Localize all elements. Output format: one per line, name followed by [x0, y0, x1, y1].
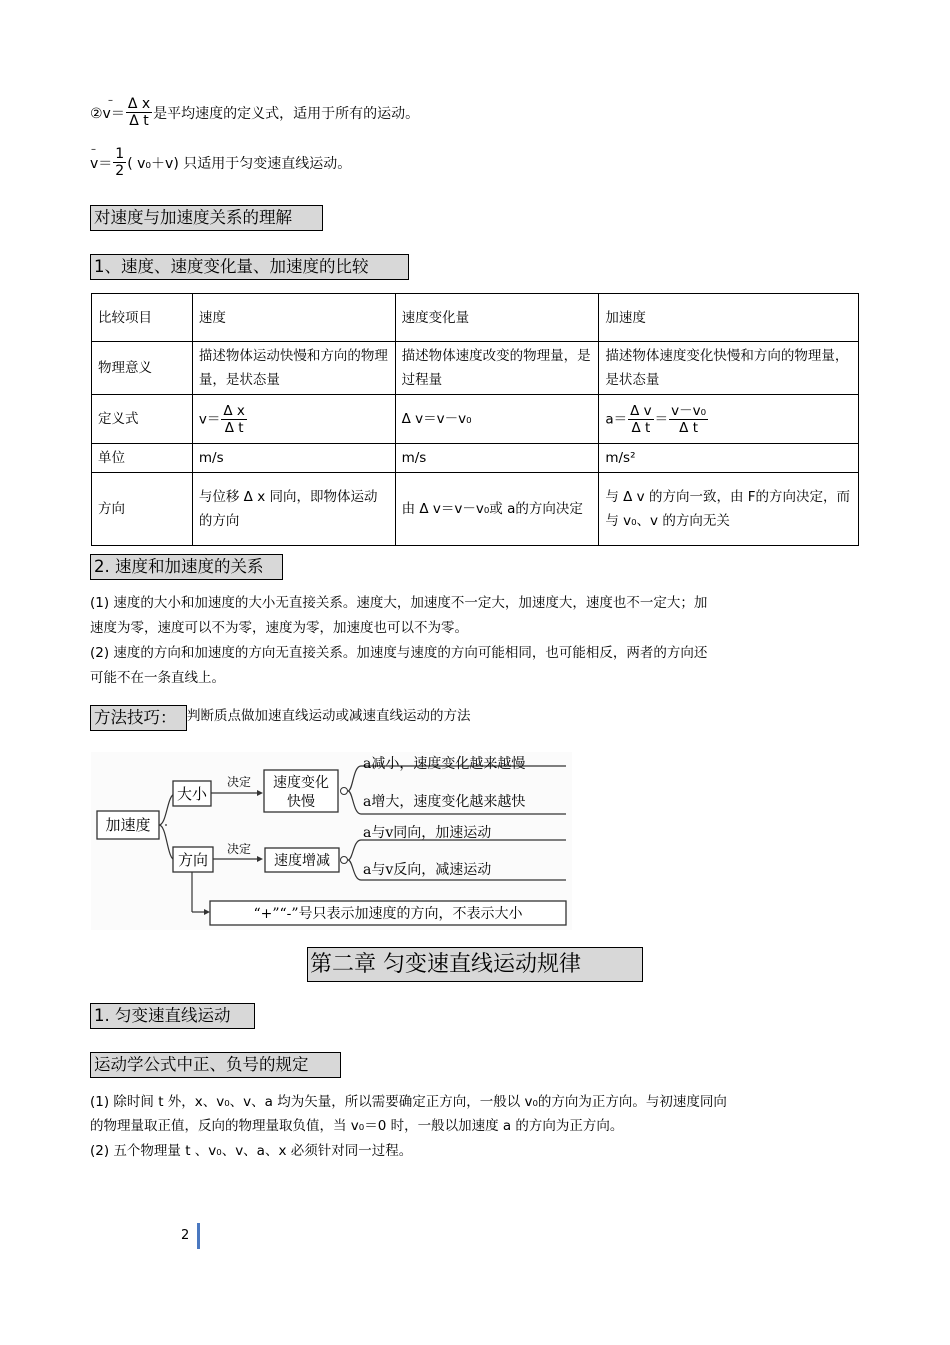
table-row [92, 342, 859, 395]
acceleration-concept-diagram [91, 752, 572, 930]
heading-uniform-acceleration: 1. 匀变速直线运动 [90, 1003, 255, 1029]
table-cell: m/s² [599, 444, 859, 473]
fraction-denominator: Δ t [224, 419, 244, 436]
opposite-direction-text: a与v反向，减速运动 [363, 862, 492, 878]
formula-1-prefix: ②v＝ [90, 105, 125, 122]
relation-line-2: 速度为零，速度可以不为零，速度为零，加速度也可以不为零。 [90, 620, 468, 636]
root-label: 加速度 [105, 816, 151, 834]
speed-change-line2: 快慢 [287, 794, 315, 810]
page-number: 2 [181, 1228, 190, 1243]
table-cell: Δ v＝v－v₀ [395, 395, 599, 444]
size-label: 大小 [176, 785, 208, 803]
sign-line-1: (1) 除时间 t 外，x、v₀、v、a 均为矢量，所以需要确定正方向，一般以 v₀的方向为正方向。与初速度同向 [90, 1094, 727, 1110]
table-row [92, 395, 859, 444]
equals-sign: ＝ [654, 411, 669, 427]
table-header-cell: 加速度 [599, 294, 859, 342]
table-cell: 与位移 Δ x 同向，即物体运动的方向 [192, 473, 395, 546]
formula-line-1 [90, 96, 419, 129]
speed-change-line1: 速度变化 [273, 775, 329, 791]
page-number-bar [197, 1223, 200, 1249]
a-increase-text: a增大，速度变化越来越快 [363, 794, 526, 810]
table-cell: 由 Δ v＝v－v₀或 a的方向决定 [395, 473, 599, 546]
fraction-numerator: 1 [115, 146, 125, 162]
formula-1-suffix: 是平均速度的定义式，适用于所有的运动。 [153, 105, 420, 122]
table-header-cell: 速度变化量 [395, 294, 599, 342]
heading-sign-conventions: 运动学公式中正、负号的规定 [90, 1052, 341, 1078]
fraction-numerator: Δ x [223, 402, 245, 419]
connector-dot [341, 857, 348, 864]
formula-line-2 [90, 146, 351, 179]
table-header-cell: 比较项目 [92, 294, 193, 342]
same-direction-text: a与v同向，加速运动 [363, 825, 492, 841]
formula-2-prefix: v＝ [90, 155, 113, 172]
relation-line-3: (2) 速度的方向和加速度的方向无直接关系。加速度与速度的方向可能相同，也可能相反，两者的方向还 [90, 645, 708, 661]
velocity-def-prefix: v＝ [198, 411, 221, 427]
table-cell [192, 395, 395, 444]
overbar-mark: – [91, 144, 96, 155]
connector-dot [341, 788, 348, 795]
table-header-cell: 速度 [192, 294, 395, 342]
decide-label-1: 决定 [226, 775, 252, 789]
method-description: 判断质点做加速直线运动或减速直线运动的方法 [187, 708, 471, 724]
heading-relationship: 2. 速度和加速度的关系 [90, 554, 283, 580]
fraction-v-v0-dt [669, 403, 708, 436]
heading-comparison: 1、速度、速度变化量、加速度的比较 [90, 254, 409, 280]
overbar-mark: – [108, 95, 113, 106]
fraction-dv-dt [628, 403, 654, 436]
fraction-denominator: Δ t [679, 419, 698, 436]
decide-label-2: 决定 [226, 842, 252, 856]
table-cell: 与 Δ v 的方向一致，由 F的方向决定，而与 v₀、v 的方向无关 [599, 473, 859, 546]
table-cell: 描述物体速度改变的物理量，是过程量 [395, 342, 599, 395]
table-row-label: 定义式 [92, 395, 193, 444]
relation-line-4: 可能不在一条直线上。 [90, 670, 225, 686]
table-row [92, 473, 859, 546]
chapter-title: 第二章 匀变速直线运动规律 [307, 947, 643, 982]
formula-2-suffix: ( v₀＋v) 只适用于匀变速直线运动。 [127, 155, 352, 172]
a-decrease-text: a减小，速度变化越来越慢 [363, 756, 526, 772]
fraction-numerator: Δ x [127, 96, 151, 112]
fraction-numerator: Δ v [630, 402, 652, 419]
table-cell: m/s [395, 444, 599, 473]
fraction-denominator: Δ t [129, 113, 149, 129]
fraction-denominator: Δ t [631, 419, 651, 436]
heading-method-tips: 方法技巧： [90, 705, 187, 731]
sign-line-2: 的物理量取正值，反向的物理量取负值，当 v₀＝0 时，一般以加速度 a 的方向为正方向。 [90, 1118, 624, 1134]
speed-increase-label: 速度增减 [274, 853, 330, 869]
table-row [92, 444, 859, 473]
comparison-table [91, 293, 859, 546]
table-cell: 描述物体速度变化快慢和方向的物理量，是状态量 [599, 342, 859, 395]
table-cell: m/s [192, 444, 395, 473]
sign-line-3: (2) 五个物理量 t 、v₀、v、a、x 必须针对同一过程。 [90, 1143, 413, 1159]
table-header-row [92, 294, 859, 342]
fraction-denominator: 2 [115, 163, 125, 179]
heading-velocity-acceleration: 对速度与加速度关系的理解 [90, 205, 323, 231]
fraction-one-half [113, 146, 126, 179]
table-row-label: 方向 [92, 473, 193, 546]
table-cell [599, 395, 859, 444]
sign-note-text: “+”“-”号只表示加速度的方向，不表示大小 [253, 906, 523, 922]
accel-def-prefix: a＝ [605, 411, 628, 427]
table-row-label: 物理意义 [92, 342, 193, 395]
fraction-numerator: v－v₀ [671, 402, 707, 419]
relation-line-1: (1) 速度的大小和加速度的大小无直接关系。速度大，加速度不一定大，加速度大，速度也不一定大；加 [90, 595, 708, 611]
direction-label: 方向 [177, 851, 209, 869]
fraction-dx-dt [126, 96, 152, 129]
table-row-label: 单位 [92, 444, 193, 473]
fraction-dx-dt [221, 403, 247, 436]
table-cell: 描述物体运动快慢和方向的物理量，是状态量 [192, 342, 395, 395]
